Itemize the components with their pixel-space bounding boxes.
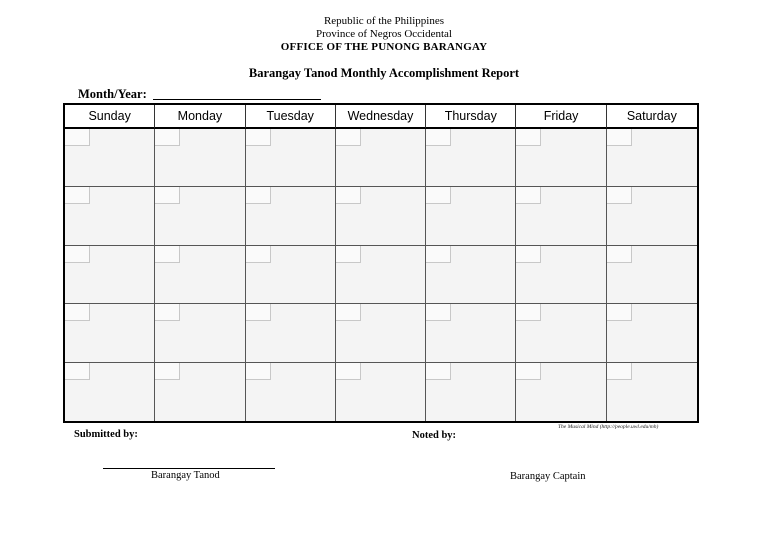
calendar-cell [65,129,155,187]
calendar-cell [607,304,697,362]
month-year-label: Month/Year: [78,87,147,101]
barangay-tanod-label: Barangay Tanod [151,470,220,481]
date-box [65,129,90,146]
date-box [155,187,180,204]
calendar-cell [336,246,426,304]
date-box [155,304,180,321]
day-header-thursday: Thursday [426,105,516,129]
calendar-cell [246,246,336,304]
calendar-cell [426,363,516,421]
day-header-saturday: Saturday [607,105,697,129]
date-box [336,363,361,380]
calendar-cell [516,246,606,304]
header-office: OFFICE OF THE PUNONG BARANGAY [280,41,488,53]
date-box [426,304,451,321]
calendar-cell [516,304,606,362]
date-box [607,363,632,380]
calendar-cell [65,187,155,245]
date-box [426,363,451,380]
calendar-cell [336,304,426,362]
date-box [607,246,632,263]
calendar-cell [516,187,606,245]
date-box [65,304,90,321]
calendar-cell [155,246,245,304]
date-box [155,129,180,146]
date-box [516,129,541,146]
calendar-cell [155,304,245,362]
date-box [336,129,361,146]
calendar-cell [426,246,516,304]
day-header-monday: Monday [155,105,245,129]
calendar-cell [65,246,155,304]
date-box [516,304,541,321]
calendar-cell [155,129,245,187]
date-box [246,187,271,204]
date-box [607,129,632,146]
date-box [516,246,541,263]
date-box [426,129,451,146]
calendar-cell [607,129,697,187]
calendar-cell [246,187,336,245]
calendar-cell [336,129,426,187]
noted-by-label: Noted by: [412,430,457,441]
date-box [246,363,271,380]
report-title: Barangay Tanod Monthly Accomplishment Report [248,66,520,80]
credit-text: The Musical Mind (http://people.uwl.edu/mh) [558,424,659,430]
calendar-cell [516,363,606,421]
date-box [336,304,361,321]
date-box [246,129,271,146]
calendar-cell [336,363,426,421]
calendar-cell [246,129,336,187]
month-year-line [153,99,321,100]
day-header-friday: Friday [516,105,606,129]
calendar-cell [426,129,516,187]
calendar-cell [155,187,245,245]
date-box [65,187,90,204]
date-box [246,304,271,321]
day-header-wednesday: Wednesday [336,105,426,129]
calendar-cell [336,187,426,245]
calendar-grid [63,103,699,423]
date-box [246,246,271,263]
header-republic: Republic of the Philippines [323,15,445,27]
day-header-sunday: Sunday [65,105,155,129]
date-box [155,363,180,380]
day-header-tuesday: Tuesday [246,105,336,129]
calendar-cell [607,246,697,304]
calendar-cell [607,363,697,421]
calendar-cell [155,363,245,421]
calendar-cell [516,129,606,187]
calendar-cell [607,187,697,245]
date-box [336,187,361,204]
calendar-cell [426,304,516,362]
calendar-cell [246,304,336,362]
header-province: Province of Negros Occidental [316,28,452,40]
date-box [607,304,632,321]
date-box [607,187,632,204]
calendar-cell [65,363,155,421]
calendar-cell [426,187,516,245]
submitted-by-label: Submitted by: [74,429,138,440]
date-box [516,363,541,380]
date-box [426,246,451,263]
date-box [65,246,90,263]
calendar-cell [65,304,155,362]
signature-line [103,468,275,469]
date-box [336,246,361,263]
date-box [65,363,90,380]
date-box [516,187,541,204]
date-box [426,187,451,204]
calendar-cell [246,363,336,421]
date-box [155,246,180,263]
barangay-captain-label: Barangay Captain [510,471,586,482]
